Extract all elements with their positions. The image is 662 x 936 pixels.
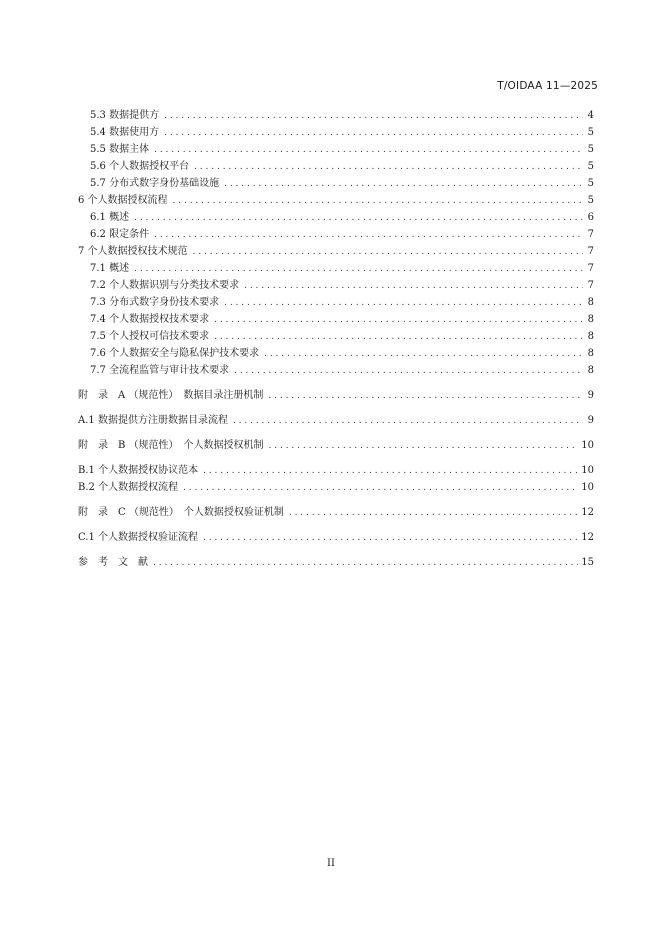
toc-entry-page: 5 [587,178,594,189]
toc-entry[interactable] [78,106,594,123]
toc-entry-page: 8 [587,331,594,342]
toc-leader-dots [154,230,583,240]
page-number: II [327,858,335,869]
toc-entry-page: 9 [587,415,594,426]
toc-entry[interactable] [78,461,594,478]
toc-entry-title: 6.1 概述 [90,212,130,223]
toc-entry[interactable] [78,242,594,259]
document-code: T/OIDAA 11—2025 [497,80,598,92]
toc-entry[interactable] [78,386,594,403]
toc-entry[interactable] [78,344,594,361]
toc-entry-page: 5 [587,127,594,138]
toc-entry-page: 9 [587,390,594,401]
toc-entry-title: 5.4 数据使用方 [90,127,160,138]
toc-entry[interactable] [78,478,594,495]
toc-entry[interactable] [78,436,594,453]
toc-entry[interactable] [78,225,594,242]
toc-leader-dots [203,466,578,476]
toc-entry-title: 7.6 个人数据安全与隐私保护技术要求 [90,348,260,359]
toc-entry[interactable] [78,553,594,570]
toc-leader-dots [134,213,583,223]
toc-entry-title: 5.7 分布式数字身份基础设施 [90,178,220,189]
toc-entry[interactable] [78,208,594,225]
toc-entry[interactable] [78,276,594,293]
toc-leader-dots [214,332,583,342]
toc-entry-title: 7.2 个人数据识别与分类技术要求 [90,280,240,291]
toc-leader-dots [233,416,583,426]
toc-entry-title: 5.6 个人数据授权平台 [90,161,190,172]
toc-entry-page: 8 [587,297,594,308]
toc-entry-title: 7 个人数据授权技术规范 [78,246,188,257]
toc-entry-title: 6 个人数据授权流程 [78,195,168,206]
toc-leader-dots [203,533,578,543]
toc-entry[interactable] [78,361,594,378]
toc-entry-page: 10 [581,440,594,451]
table-of-contents [78,106,594,570]
toc-entry-title: 7.1 概述 [90,263,130,274]
toc-entry-page: 7 [587,246,594,257]
toc-entry-title: 5.5 数据主体 [90,144,150,155]
toc-leader-dots [264,349,583,359]
toc-entry[interactable] [78,191,594,208]
toc-leader-dots [153,558,578,568]
toc-entry[interactable] [78,259,594,276]
toc-entry-title: 7.3 分布式数字身份技术要求 [90,297,220,308]
toc-leader-dots [154,145,583,155]
toc-entry-page: 5 [587,144,594,155]
toc-leader-dots [194,162,583,172]
toc-leader-dots [234,366,583,376]
toc-entry[interactable] [78,293,594,310]
toc-leader-dots [289,508,578,518]
toc-leader-dots [269,441,579,451]
toc-entry-page: 8 [587,348,594,359]
toc-leader-dots [173,196,583,206]
toc-entry-title: 附 录 A （规范性） 数据目录注册机制 [78,390,264,401]
toc-entry-page: 7 [587,229,594,240]
toc-entry-page: 5 [587,161,594,172]
toc-leader-dots [224,179,583,189]
toc-entry[interactable] [78,140,594,157]
toc-entry[interactable] [78,503,594,520]
toc-entry-page: 8 [587,314,594,325]
toc-leader-dots [214,315,583,325]
toc-entry-title: 附 录 C （规范性） 个人数据授权验证机制 [78,507,284,518]
toc-entry-page: 15 [581,557,594,568]
toc-entry-title: B.2 个人数据授权流程 [78,482,179,493]
toc-entry-page: 7 [587,280,594,291]
toc-entry-title: A.1 数据提供方注册数据目录流程 [78,415,228,426]
toc-entry-page: 8 [587,365,594,376]
toc-entry-title: 参 考 文 献 [78,557,148,568]
toc-leader-dots [164,111,583,121]
toc-leader-dots [224,298,583,308]
toc-entry[interactable] [78,411,594,428]
toc-entry[interactable] [78,310,594,327]
toc-entry[interactable] [78,157,594,174]
toc-entry-title: 6.2 限定条件 [90,229,150,240]
toc-entry-title: 7.7 全流程监管与审计技术要求 [90,365,230,376]
toc-entry-title: 7.5 个人授权可信技术要求 [90,331,210,342]
toc-entry-title: C.1 个人数据授权验证流程 [78,532,199,543]
toc-leader-dots [134,264,583,274]
toc-entry-page: 10 [581,465,594,476]
toc-leader-dots [268,391,583,401]
toc-entry-title: B.1 个人数据授权协议范本 [78,465,199,476]
toc-entry-page: 6 [587,212,594,223]
toc-leader-dots [183,483,578,493]
toc-entry[interactable] [78,327,594,344]
toc-entry-page: 12 [581,532,594,543]
toc-entry-page: 4 [587,110,594,121]
toc-entry[interactable] [78,174,594,191]
toc-entry-page: 5 [587,195,594,206]
toc-entry[interactable] [78,123,594,140]
toc-entry-title: 附 录 B （规范性） 个人数据授权机制 [78,440,264,451]
toc-entry[interactable] [78,528,594,545]
toc-entry-title: 7.4 个人数据授权技术要求 [90,314,210,325]
toc-leader-dots [164,128,583,138]
toc-entry-page: 12 [581,507,594,518]
toc-entry-title: 5.3 数据提供方 [90,110,160,121]
toc-entry-page: 10 [581,482,594,493]
toc-entry-page: 7 [587,263,594,274]
toc-leader-dots [193,247,583,257]
toc-leader-dots [244,281,583,291]
